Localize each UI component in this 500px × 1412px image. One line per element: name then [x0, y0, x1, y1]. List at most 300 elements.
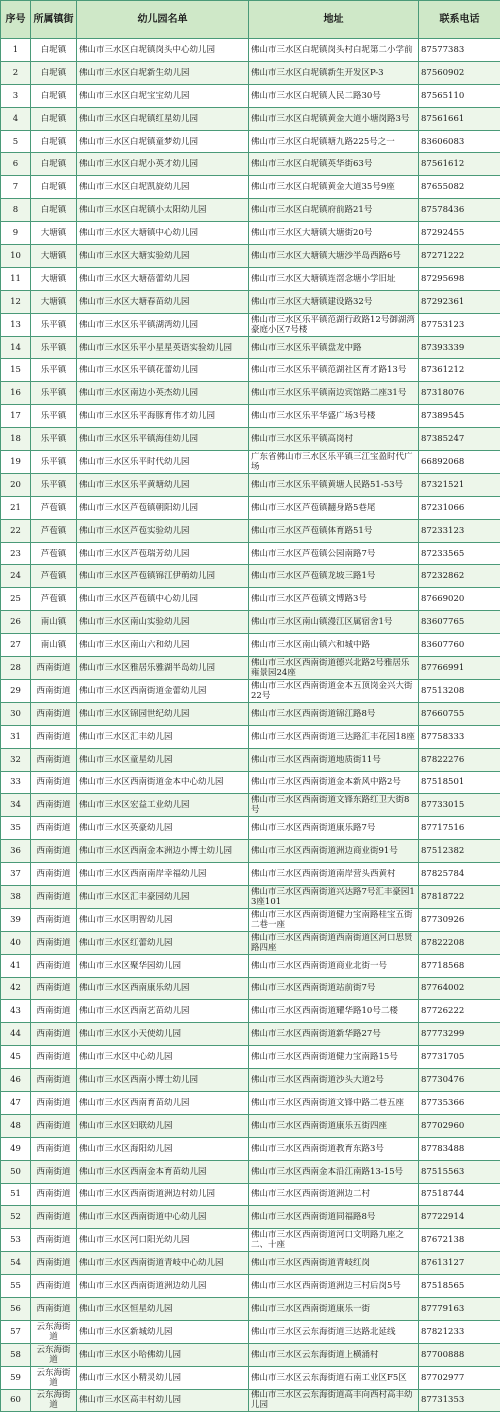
cell-kindergarten-name-container [77, 748, 249, 771]
cell-phone: 87518501 [421, 777, 498, 787]
cell-phone-container [419, 954, 500, 977]
cell-town: 西南街道 [33, 846, 74, 856]
cell-kindergarten-name-container [77, 588, 249, 611]
cell-phone-container [419, 382, 500, 405]
cell-no: 6 [3, 159, 28, 169]
cell-town-container [31, 39, 77, 62]
cell-address: 佛山市三水区白坭镇新生开发区P-3 [251, 68, 416, 78]
cell-town: 西南街道 [33, 1304, 74, 1314]
cell-no-container [1, 382, 31, 405]
cell-no: 51 [3, 1189, 28, 1199]
cell-town: 云东海街道 [33, 1345, 74, 1365]
cell-no: 21 [3, 503, 28, 513]
cell-phone: 87735366 [421, 1098, 498, 1108]
cell-phone: 87231066 [421, 503, 498, 513]
cell-phone: 66892068 [421, 457, 498, 467]
cell-address-container [249, 771, 419, 794]
cell-no: 27 [3, 640, 28, 650]
header-address: 地址 [249, 1, 419, 39]
cell-phone-container [419, 107, 500, 130]
cell-kindergarten-name-container [77, 84, 249, 107]
cell-town: 乐平镇 [33, 457, 74, 467]
cell-phone: 87389545 [421, 411, 498, 421]
cell-no: 57 [3, 1327, 28, 1337]
cell-kindergarten-name-container [77, 519, 249, 542]
cell-town: 乐平镇 [33, 365, 74, 375]
cell-address-container [249, 519, 419, 542]
table-row [1, 1343, 500, 1366]
table-row [1, 84, 500, 107]
table-row [1, 107, 500, 130]
cell-phone: 87271222 [421, 251, 498, 261]
cell-kindergarten-name-container [77, 1000, 249, 1023]
cell-town: 西南街道 [33, 938, 74, 948]
cell-no-container [1, 1366, 31, 1389]
cell-phone: 87702977 [421, 1373, 498, 1383]
cell-no: 29 [3, 686, 28, 696]
cell-no-container [1, 153, 31, 176]
cell-address-container [249, 1114, 419, 1137]
cell-address: 佛山市三水区西南街道教育东路3号 [251, 1144, 416, 1154]
cell-kindergarten-name-container [77, 1320, 249, 1343]
cell-phone: 87660755 [421, 709, 498, 719]
cell-kindergarten-name: 佛山市三水区宏益工业幼儿园 [79, 800, 246, 810]
cell-kindergarten-name-container [77, 1023, 249, 1046]
cell-address-container [249, 702, 419, 725]
cell-address: 佛山市三水区西南街道地质街11号 [251, 755, 416, 765]
cell-town: 西南街道 [33, 1029, 74, 1039]
cell-address: 佛山市三水区西南街道金本五顶岗金兴大街22号 [251, 681, 416, 701]
cell-town: 乐平镇 [33, 343, 74, 353]
cell-no: 12 [3, 297, 28, 307]
cell-town-container [31, 496, 77, 519]
cell-kindergarten-name: 佛山市三水区芦苞镇中心幼儿园 [79, 594, 246, 604]
cell-town: 白坭镇 [33, 45, 74, 55]
cell-town: 白坭镇 [33, 182, 74, 192]
cell-town-container [31, 1297, 77, 1320]
table-row [1, 954, 500, 977]
cell-kindergarten-name: 佛山市三水区乐平小星星英语实验幼儿园 [79, 343, 246, 353]
cell-no-container [1, 702, 31, 725]
cell-phone: 83607760 [421, 640, 498, 650]
cell-town: 西南街道 [33, 1235, 74, 1245]
cell-address: 佛山市三水区西南街道洲边商业街91号 [251, 846, 416, 856]
cell-address-container [249, 542, 419, 565]
cell-kindergarten-name: 佛山市三水区西南康乐幼儿园 [79, 983, 246, 993]
cell-kindergarten-name-container [77, 496, 249, 519]
cell-no: 18 [3, 434, 28, 444]
cell-town-container [31, 359, 77, 382]
cell-kindergarten-name-container [77, 977, 249, 1000]
cell-address-container [249, 84, 419, 107]
cell-kindergarten-name-container [77, 542, 249, 565]
cell-phone-container [419, 1091, 500, 1114]
table-row [1, 313, 500, 336]
cell-no: 53 [3, 1235, 28, 1245]
cell-address: 佛山市三水区西南街道康乐五街四座 [251, 1121, 416, 1131]
cell-no-container [1, 176, 31, 199]
cell-town-container [31, 1206, 77, 1229]
cell-town-container [31, 428, 77, 451]
cell-address: 佛山市三水区白坭镇英华街63号 [251, 159, 416, 169]
table-row [1, 1137, 500, 1160]
cell-town: 乐平镇 [33, 411, 74, 421]
cell-address: 佛山市三水区白坭镇人民二路30号 [251, 91, 416, 101]
cell-address: 佛山市三水区芦苞镇体育路51号 [251, 526, 416, 536]
cell-town-container [31, 954, 77, 977]
cell-address: 佛山市三水区云东海街道石南工业区F5区 [251, 1373, 416, 1383]
cell-no: 25 [3, 594, 28, 604]
cell-no-container [1, 840, 31, 863]
cell-town: 南山镇 [33, 640, 74, 650]
cell-phone: 87669020 [421, 594, 498, 604]
cell-phone: 87733015 [421, 800, 498, 810]
cell-phone-container [419, 977, 500, 1000]
cell-phone-container [419, 794, 500, 817]
cell-no: 31 [3, 732, 28, 742]
cell-town-container [31, 245, 77, 268]
cell-phone-container [419, 657, 500, 680]
cell-no: 9 [3, 228, 28, 238]
cell-town-container [31, 840, 77, 863]
cell-address: 佛山市三水区西南街道洲边三村后岗5号 [251, 1281, 416, 1291]
cell-address-container [249, 153, 419, 176]
cell-phone: 87515563 [421, 1167, 498, 1177]
cell-kindergarten-name-container [77, 1252, 249, 1275]
cell-town-container [31, 542, 77, 565]
cell-address-container [249, 473, 419, 496]
cell-town: 西南街道 [33, 869, 74, 879]
table-row [1, 1229, 500, 1252]
cell-phone: 87577383 [421, 45, 498, 55]
cell-phone: 87717516 [421, 823, 498, 833]
cell-town-container [31, 1275, 77, 1298]
cell-address-container [249, 428, 419, 451]
cell-address-container [249, 611, 419, 634]
table-row [1, 1366, 500, 1389]
cell-address: 佛山市三水区西南街道康乐一街 [251, 1304, 416, 1314]
cell-no: 49 [3, 1144, 28, 1154]
cell-address-container [249, 336, 419, 359]
cell-address: 佛山市三水区白坭镇黄金大道小塘岗路3号 [251, 114, 416, 124]
cell-town: 白坭镇 [33, 114, 74, 124]
cell-kindergarten-name: 佛山市三水区西南育苗幼儿园 [79, 1098, 246, 1108]
cell-phone: 87731705 [421, 1052, 498, 1062]
cell-town-container [31, 794, 77, 817]
cell-kindergarten-name: 佛山市三水区西南街道金蕾幼儿园 [79, 686, 246, 696]
cell-no: 7 [3, 182, 28, 192]
cell-town: 白坭镇 [33, 205, 74, 215]
cell-town-container [31, 1114, 77, 1137]
cell-phone: 87822208 [421, 938, 498, 948]
table-row [1, 817, 500, 840]
cell-no-container [1, 565, 31, 588]
cell-address-container [249, 267, 419, 290]
cell-address-container [249, 908, 419, 931]
cell-kindergarten-name: 佛山市三水区白坭小英才幼儿园 [79, 159, 246, 169]
cell-no-container [1, 336, 31, 359]
cell-no: 42 [3, 983, 28, 993]
cell-phone-container [419, 176, 500, 199]
cell-no: 23 [3, 549, 28, 559]
cell-no-container [1, 519, 31, 542]
cell-kindergarten-name-container [77, 359, 249, 382]
cell-town-container [31, 1069, 77, 1092]
table-row [1, 1183, 500, 1206]
cell-address-container [249, 817, 419, 840]
table-row [1, 1000, 500, 1023]
cell-kindergarten-name-container [77, 611, 249, 634]
cell-no: 24 [3, 571, 28, 581]
cell-phone-container [419, 634, 500, 657]
cell-address: 佛山市三水区南山镇六和城中路 [251, 640, 416, 650]
cell-address: 佛山市三水区乐平镇范湖行政路12号御湖湾豪庭小区7号楼 [251, 315, 416, 335]
cell-no-container [1, 588, 31, 611]
cell-address-container [249, 840, 419, 863]
cell-phone-container [419, 771, 500, 794]
cell-kindergarten-name: 佛山市三水区恒星幼儿园 [79, 1304, 246, 1314]
cell-no: 60 [3, 1395, 28, 1405]
cell-town-container [31, 61, 77, 84]
cell-address: 佛山市三水区乐平镇盘龙中路 [251, 343, 416, 353]
cell-kindergarten-name-container [77, 245, 249, 268]
cell-no-container [1, 222, 31, 245]
cell-kindergarten-name: 佛山市三水区白坭镇岗头中心幼儿园 [79, 45, 246, 55]
cell-no: 13 [3, 320, 28, 330]
cell-address: 佛山市三水区西南街道健力宝南路桂宝五街二巷一座 [251, 910, 416, 930]
cell-town-container [31, 1389, 77, 1412]
cell-no: 38 [3, 892, 28, 902]
cell-no: 14 [3, 343, 28, 353]
cell-town-container [31, 885, 77, 908]
cell-kindergarten-name: 佛山市三水区聚华园幼儿园 [79, 961, 246, 971]
cell-phone: 87764002 [421, 983, 498, 993]
cell-address-container [249, 1069, 419, 1092]
cell-phone-container [419, 1069, 500, 1092]
table-row [1, 1114, 500, 1137]
table-row [1, 1023, 500, 1046]
table-row [1, 1252, 500, 1275]
cell-town: 西南街道 [33, 823, 74, 833]
cell-no-container [1, 817, 31, 840]
cell-phone-container [419, 908, 500, 931]
cell-address-container [249, 1275, 419, 1298]
cell-kindergarten-name-container [77, 634, 249, 657]
cell-address: 佛山市三水区大塘镇连滘念塘小学旧址 [251, 274, 416, 284]
cell-no: 30 [3, 709, 28, 719]
cell-phone-container [419, 611, 500, 634]
cell-town-container [31, 153, 77, 176]
cell-town-container [31, 1183, 77, 1206]
cell-address: 佛山市三水区云东海街道三达路北延线 [251, 1327, 416, 1337]
cell-address: 佛山市三水区乐平镇高岗村 [251, 434, 416, 444]
cell-no: 20 [3, 480, 28, 490]
cell-kindergarten-name-container [77, 885, 249, 908]
cell-address: 佛山市三水区芦苞镇公园南路7号 [251, 549, 416, 559]
cell-town-container [31, 84, 77, 107]
cell-no-container [1, 451, 31, 474]
cell-no-container [1, 245, 31, 268]
cell-town: 白坭镇 [33, 91, 74, 101]
cell-kindergarten-name-container [77, 1069, 249, 1092]
table-row [1, 748, 500, 771]
cell-kindergarten-name: 佛山市三水区南山实验幼儿园 [79, 617, 246, 627]
cell-kindergarten-name: 佛山市三水区乐平黄塘幼儿园 [79, 480, 246, 490]
cell-kindergarten-name-container [77, 382, 249, 405]
cell-kindergarten-name-container [77, 702, 249, 725]
cell-no: 52 [3, 1212, 28, 1222]
cell-address-container [249, 130, 419, 153]
cell-no: 36 [3, 846, 28, 856]
cell-address: 广东省佛山市三水区乐平镇三江宝盈时代广场 [251, 452, 416, 472]
cell-kindergarten-name-container [77, 794, 249, 817]
cell-town-container [31, 1046, 77, 1069]
cell-address: 佛山市三水区西南街道站前街7号 [251, 983, 416, 993]
cell-no: 50 [3, 1167, 28, 1177]
cell-address: 佛山市三水区西南街道西南街道区河口思贤路四座 [251, 933, 416, 953]
cell-town-container [31, 222, 77, 245]
cell-no-container [1, 954, 31, 977]
table-row [1, 451, 500, 474]
cell-address-container [249, 977, 419, 1000]
cell-address: 佛山市三水区西南街道河口文明路九座之二、十座 [251, 1230, 416, 1250]
cell-phone-container [419, 748, 500, 771]
table-row [1, 1297, 500, 1320]
cell-town: 大塘镇 [33, 251, 74, 261]
cell-no: 26 [3, 617, 28, 627]
cell-town: 西南街道 [33, 1258, 74, 1268]
table-row [1, 290, 500, 313]
cell-phone-container [419, 245, 500, 268]
cell-no: 3 [3, 91, 28, 101]
cell-no-container [1, 1183, 31, 1206]
cell-kindergarten-name-container [77, 451, 249, 474]
cell-town-container [31, 1023, 77, 1046]
cell-town: 芦苞镇 [33, 526, 74, 536]
table-row [1, 382, 500, 405]
cell-no: 8 [3, 205, 28, 215]
cell-no-container [1, 634, 31, 657]
cell-address-container [249, 1160, 419, 1183]
table-row [1, 1275, 500, 1298]
cell-address-container [249, 382, 419, 405]
table-row [1, 496, 500, 519]
cell-address: 佛山市三水区乐平镇南边宾馆路二座31号 [251, 388, 416, 398]
table-row [1, 1046, 500, 1069]
cell-address-container [249, 1320, 419, 1343]
cell-town-container [31, 1229, 77, 1252]
cell-town: 西南街道 [33, 961, 74, 971]
cell-kindergarten-name-container [77, 954, 249, 977]
cell-no: 17 [3, 411, 28, 421]
table-row [1, 405, 500, 428]
cell-address-container [249, 794, 419, 817]
cell-phone: 87655082 [421, 182, 498, 192]
cell-kindergarten-name-container [77, 428, 249, 451]
table-row [1, 39, 500, 62]
cell-town-container [31, 771, 77, 794]
table-row [1, 359, 500, 382]
table-row [1, 336, 500, 359]
cell-town: 南山镇 [33, 617, 74, 627]
cell-kindergarten-name: 佛山市三水区芦苞瑞芳幼儿园 [79, 549, 246, 559]
cell-no-container [1, 1297, 31, 1320]
cell-phone-container [419, 222, 500, 245]
cell-kindergarten-name-container [77, 1229, 249, 1252]
cell-address: 佛山市三水区乐平镇范湖社区育才路13号 [251, 365, 416, 375]
cell-phone: 87233123 [421, 526, 498, 536]
cell-phone-container [419, 1275, 500, 1298]
cell-kindergarten-name-container [77, 61, 249, 84]
cell-address-container [249, 588, 419, 611]
cell-kindergarten-name-container [77, 176, 249, 199]
cell-town-container [31, 977, 77, 1000]
cell-phone: 87753123 [421, 320, 498, 330]
cell-town-container [31, 290, 77, 313]
table-row [1, 657, 500, 680]
cell-kindergarten-name: 佛山市三水区锦园世纪幼儿园 [79, 709, 246, 719]
header-row [1, 1, 500, 39]
cell-kindergarten-name: 佛山市三水区西南街道金本中心幼儿园 [79, 777, 246, 787]
cell-phone-container [419, 519, 500, 542]
cell-kindergarten-name: 佛山市三水区乐平海豚育伟才幼儿园 [79, 411, 246, 421]
cell-address-container [249, 863, 419, 886]
cell-phone-container [419, 267, 500, 290]
cell-phone: 87512382 [421, 846, 498, 856]
cell-kindergarten-name: 佛山市三水区明智幼儿园 [79, 915, 246, 925]
cell-phone-container [419, 199, 500, 222]
cell-kindergarten-name: 佛山市三水区小哈佛幼儿园 [79, 1350, 246, 1360]
cell-town-container [31, 382, 77, 405]
cell-address-container [249, 931, 419, 954]
cell-address-container [249, 1343, 419, 1366]
cell-phone: 87233565 [421, 549, 498, 559]
cell-kindergarten-name: 佛山市三水区大塘镇中心幼儿园 [79, 228, 246, 238]
cell-town: 芦苞镇 [33, 571, 74, 581]
cell-no-container [1, 496, 31, 519]
cell-town: 西南街道 [33, 1212, 74, 1222]
cell-town: 白坭镇 [33, 68, 74, 78]
cell-kindergarten-name: 佛山市三水区河口阳光幼儿园 [79, 1235, 246, 1245]
cell-town-container [31, 565, 77, 588]
cell-phone-container [419, 725, 500, 748]
cell-kindergarten-name: 佛山市三水区南边小英杰幼儿园 [79, 388, 246, 398]
cell-kindergarten-name-container [77, 931, 249, 954]
cell-no: 59 [3, 1373, 28, 1383]
cell-no-container [1, 771, 31, 794]
cell-no-container [1, 199, 31, 222]
cell-kindergarten-name-container [77, 336, 249, 359]
cell-town-container [31, 1160, 77, 1183]
cell-town-container [31, 1137, 77, 1160]
cell-town-container [31, 702, 77, 725]
cell-town-container [31, 267, 77, 290]
cell-address-container [249, 61, 419, 84]
cell-address: 佛山市三水区芦苞镇翻身路5巷尾 [251, 503, 416, 513]
cell-town: 西南街道 [33, 686, 74, 696]
cell-town-container [31, 1320, 77, 1343]
table-row [1, 634, 500, 657]
cell-phone-container [419, 1114, 500, 1137]
header-phone: 联系电话 [419, 1, 500, 39]
cell-address: 佛山市三水区南山镇漫江区属宿舍1号 [251, 617, 416, 627]
cell-town: 白坭镇 [33, 159, 74, 169]
table-row [1, 1069, 500, 1092]
table-row [1, 428, 500, 451]
cell-no-container [1, 1343, 31, 1366]
cell-phone-container [419, 863, 500, 886]
cell-kindergarten-name: 佛山市三水区汇丰幼儿园 [79, 732, 246, 742]
